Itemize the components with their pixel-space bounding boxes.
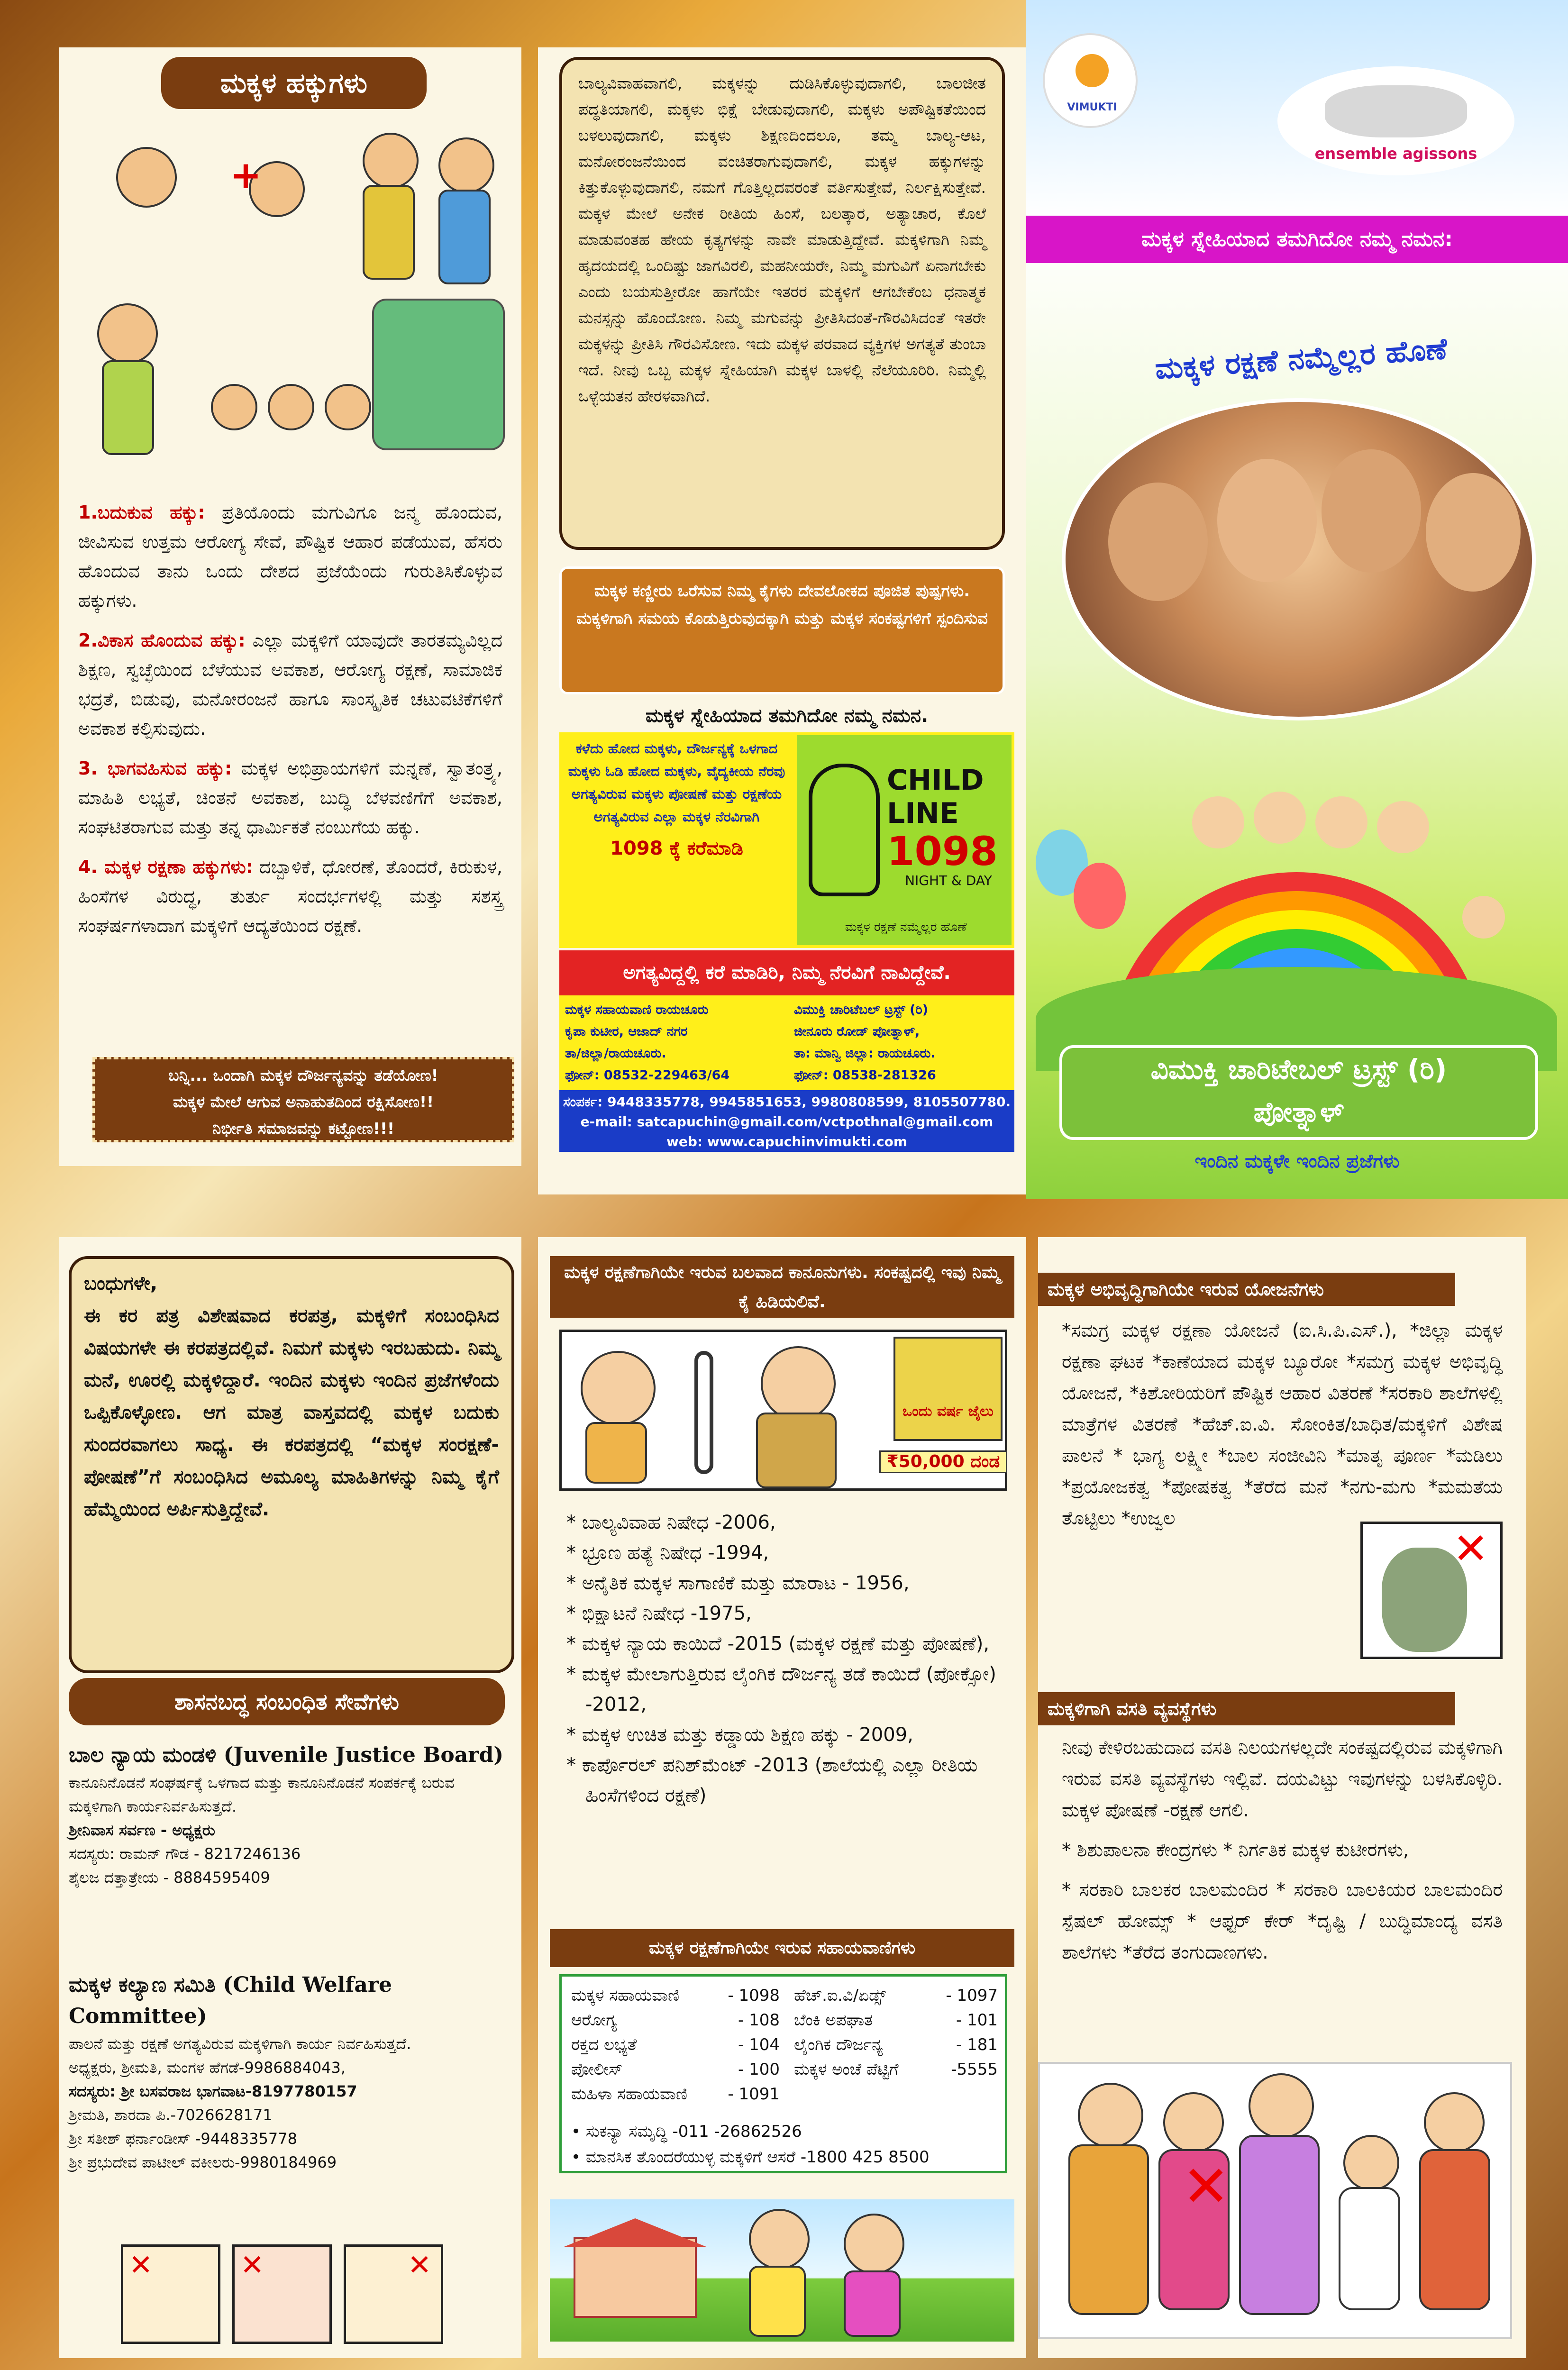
- cover-banner: ಮಕ್ಕಳ ಸ್ನೇಹಿಯಾದ ತಮಗಿದೋ ನಮ್ಮ ನಮನ:: [1026, 216, 1568, 263]
- fine-label: ₹50,000 ದಂಡ: [879, 1450, 1007, 1473]
- schemes-heading: ಮಕ್ಕಳ ಅಭಿವೃದ್ಧಿಗಾಗಿಯೇ ಇರುವ ಯೋಜನೆಗಳು: [1038, 1273, 1455, 1306]
- housing-text: ನೀವು ಕೇಳಿರಬಹುದಾದ ವಸತಿ ನಿಲಯಗಳಲ್ಲದೇ ಸಂಕಷ್ಟದಲ್ಲಿರುವ ಮಕ್ಕಳಿಗಾಗಿ ಇರುವ ವಸತಿ ವ್ಯವಸ್ಥೆಗಳು ಇಲ್ಲಿವೆ. ದಯವಿಟ್ಟು ಇವುಗಳನ್ನು ಬಳಸಿಕೊಳ್ಳಿರಿ. ಮಕ್ಕಳ ಪೋಷಣೆ -ರಕ್ಷಣೆ ಆಗಲಿ.: [1062, 1737, 1503, 1821]
- rainbow-illustration: [1036, 787, 1557, 1071]
- childline-yellow-box: [559, 732, 794, 948]
- ensemble-logo-text: ensemble agissons: [1314, 145, 1477, 163]
- slogan-line-3: ನಿರ್ಭೀತಿ ಸಮಾಜವನ್ನು ಕಟ್ಟೋಣ!!!: [212, 1119, 395, 1138]
- rights-panel: [59, 47, 521, 1166]
- child-labour-icon: ✕: [121, 2244, 220, 2344]
- housing-item-1: * ಶಿಶುಪಾಲನಾ ಕೇಂದ್ರಗಳು * ನಿರ್ಗತಿಕ ಮಕ್ಕಳ ಕುಟೀರಗಳು,: [1062, 1840, 1409, 1861]
- right-2: 2.ವಿಕಾಸ ಹೊಂದುವ ಹಕ್ಕು: ಎಲ್ಲಾ ಮಕ್ಕಳಿಗೆ ಯಾವುದೇ ತಾರತಮ್ಯವಿಲ್ಲದ ಶಿಕ್ಷಣ, ಸ್ವಚ್ಛೆಯಿಂದ ಬೆಳೆಯುವ ಅವಕಾಶ, ಆರೋಗ್ಯ ರಕ್ಷಣೆ, ಸಾಮಾಜಿಕ ಭದ್ರತೆ, ಬಿಡುವು, ಮನೋರಂಜನೆ ಹಾಗೂ ಸಾಂಸ್ಕೃತಿಕ ಚಟುವಟಿಕೆಗಳಿಗೆ ಅವಕಾಶ ಕಲ್ಪಿಸುವುದು.: [78, 630, 502, 739]
- appeal-text-box: [559, 57, 1005, 550]
- cwc-member-3: ಶ್ರೀ ಸತೀಶ್ ಫರ್ನಾಂಡೀಸ್ -9448335778: [69, 2130, 297, 2148]
- jail-label: ಒಂದು ವರ್ಷ ಜೈಲು: [903, 1403, 994, 1420]
- law-8: * ಕಾರ್ಪೊರಲ್ ಪನಿಶ್‌ಮೆಂಟ್ -2013 (ಶಾಲೆಯಲ್ಲಿ ಎಲ್ಲಾ ರೀತಿಯ ಹಿಂಸೆಗಳಿಂದ ರಕ್ಷಣೆ): [562, 1750, 1003, 1811]
- cwc-section: [69, 1969, 505, 2174]
- jjb-section: [69, 1740, 505, 1889]
- law-4: * ಭಿಕ್ಷಾಟನೆ ನಿಷೇಧ -1975,: [562, 1598, 1003, 1629]
- address-box: [559, 995, 1014, 1090]
- rights-heading: ಮಕ್ಕಳ ಹಕ್ಕುಗಳು: [161, 57, 427, 109]
- address-left: ಮಕ್ಕಳ ಸಹಾಯವಾಣಿ ರಾಯಚೂರು ಕೃಪಾ ಕುಟೀರ, ಆಜಾದ್ ನಗರ ತಾ/ಜಿಲ್ಲಾ/ರಾಯಚೂರು. ಫೋನ್: 08532-229463/64: [565, 1003, 730, 1083]
- contact-web: web: www.capuchinvimukti.com: [666, 1134, 908, 1149]
- letter-text: ಬಂಧುಗಳೇ, ಈ ಕರ ಪತ್ರ ವಿಶೇಷವಾದ ಕರಪತ್ರ, ಮಕ್ಕಳಿಗೆ ಸಂಬಂಧಿಸಿದ ವಿಷಯಗಳೇ ಈ ಕರಪತ್ರದಲ್ಲಿವೆ. ನಿಮಗೆ ಮಕ್ಕಳು ಇರಬಹುದು. ನಿಮ್ಮ ಮನೆ, ಊರಲ್ಲಿ ಮಕ್ಕಳಿದ್ದಾರೆ. ಇಂದಿನ ಮಕ್ಕಳು ಇಂದಿನ ಪ್ರಜೆಗಳೆಂದು ಒಪ್ಪಿಕೊಳ್ಳೋಣ. ಆಗ ಮಾತ್ರ ವಾಸ್ತವದಲ್ಲಿ ಮಕ್ಕಳ ಬದುಕು ಸುಂದರವಾಗಲು ಸಾಧ್ಯ. ಈ ಕರಪತ್ರದಲ್ಲಿ “ಮಕ್ಕಳ ಸಂರಕ್ಷಣೆ-ಪೋಷಣೆ”ಗೆ ಸಂಬಂಧಿಸಿದ ಅಮೂಲ್ಯ ಮಾಹಿತಿಗಳನ್ನು ನಿಮ್ಮ ಕೈಗೆ ಹೆಮ್ಮೆಯಿಂದ ಅರ್ಪಿಸುತ್ತಿದ್ದೇವೆ.: [84, 1273, 499, 1520]
- childline-logo: [794, 732, 1014, 948]
- contact-phones: ಸಂಪರ್ಕ: 9448335778, 9945851653, 9980808599, 8105507780.: [563, 1094, 1011, 1110]
- helpline-heading: ಮಕ್ಕಳ ರಕ್ಷಣೆಗಾಗಿಯೇ ಇರುವ ಸಹಾಯವಾಣಿಗಳು: [550, 1929, 1014, 1967]
- org-name-line-1: ವಿಮುಕ್ತಿ ಚಾರಿಟೇಬಲ್ ಟ್ರಸ್ಟ್ (ರಿ): [1150, 1053, 1447, 1085]
- rights-illustration: +: [69, 118, 512, 483]
- appeal-text: ಬಾಲ್ಯವಿವಾಹವಾಗಲಿ, ಮಕ್ಕಳನ್ನು ದುಡಿಸಿಕೊಳ್ಳುವುದಾಗಲಿ, ಬಾಲಜೀತ ಪದ್ಧತಿಯಾಗಲಿ, ಮಕ್ಕಳು ಭಿಕ್ಷೆ ಬೇಡುವುದಾಗಲಿ, ಮಕ್ಕಳು ಅಪೌಷ್ಟಿಕತೆಯಿಂದ ಬಳಲುವುದಾಗಲಿ, ಮಕ್ಕಳು ಶಿಕ್ಷಣದಿಂದಲೂ, ತಮ್ಮ ಬಾಲ್ಯ-ಆಟ, ಮನೋರಂಜನೆಯಿಂದ ವಂಚಿತರಾಗುವುದಾಗಲಿ, ಮಕ್ಕಳ ಹಕ್ಕುಗಳನ್ನು ಕಿತ್ತುಕೊಳ್ಳುವುದಾಗಲಿ, ನಮಗೆ ಗೊತ್ತಿಲ್ಲದವರಂತೆ ವರ್ತಿಸುತ್ತೇವೆ, ನಿರ್ಲಕ್ಷಿಸುತ್ತೇವೆ. ಮಕ್ಕಳ ಮೇಲೆ ಅನೇಕ ರೀತಿಯ ಹಿಂಸೆ, ಬಲತ್ಕಾರ, ಅತ್ಯಾಚಾರ, ಕೊಲೆ ಮಾಡುವಂತಹ ಹೇಯ ಕೃತ್ಯಗಳನ್ನು ನಾವೇ ಮಾಡುತ್ತಿದ್ದೇವೆ. ಮಕ್ಕಳಿಗಾಗಿ ನಿಮ್ಮ ಹೃದಯದಲ್ಲಿ ಒಂದಿಷ್ಟು ಜಾಗವಿರಲಿ, ಮಹನೀಯರೇ, ನಿಮ್ಮ ಮಗುವಿಗೆ ಏನಾಗಬೇಕು ಎಂದು ಬಯಸುತ್ತೀರೋ ಹಾಗೆಯೇ ಇತರರ ಮಕ್ಕಳಿಗೆ ಆಗಬೇಕೆಂಬ ಧನಾತ್ಮಕ ಮನಸ್ಸನ್ನು ಹೊಂದೋಣ. ನಿಮ್ಮ ಮಗುವನ್ನು ಪ್ರೀತಿಸಿದಂತೆ-ಗೌರವಿಸಿದಂತೆ ಇತರೇ ಮಕ್ಕಳನ್ನು ಪ್ರೀತಿಸಿ ಗೌರವಿಸೋಣ. ಇದು ಮಕ್ಕಳ ಪರವಾದ ವ್ಯಕ್ತಿಗಳ ಅಗತ್ಯತೆ ತುಂಬಾ ಇದೆ. ನೀವು ಒಬ್ಬ ಮಕ್ಕಳ ಸ್ನೇಹಿಯಾಗಿ ಮಕ್ಕಳ ಬಾಳಲ್ಲಿ ನೆಲೆಯೂರಿರಿ. ನಿಮ್ಮಲ್ಲಿ ಒಳ್ಳೆಯತನ ಹೇರಳವಾಗಿದೆ.: [578, 74, 986, 405]
- laws-panel: [538, 1237, 1026, 2358]
- contact-bar: [559, 1090, 1014, 1152]
- childline-sub: NIGHT & DAY: [905, 873, 992, 888]
- right-1: 1.ಬದುಕುವ ಹಕ್ಕು: ಪ್ರತಿಯೊಂದು ಮಗುವಿಗೂ ಜನ್ಮ ಹೊಂದುವ, ಜೀವಿಸುವ ಉತ್ತಮ ಆರೋಗ್ಯ ಸೇವೆ, ಪೌಷ್ಟಿಕ ಆಹಾರ ಪಡೆಯುವ, ಹೆಸರು ಹೊಂದುವ ತಾನು ಒಂದು ದೇಶದ ಪ್ರಜೆಯೆಂದು ಗುರುತಿಸಿಕೊಳ್ಳುವ ಹಕ್ಕುಗಳು.: [78, 502, 502, 611]
- cwc-member-4: ಶ್ರೀ ಪ್ರಭುದೇವ ಪಾಟೀಲ್ ವಕೀಲರು-9980184969: [69, 2153, 337, 2171]
- org-name-line-2: ಪೋತ್ನಾಳ್: [1253, 1096, 1344, 1128]
- helplines-extra: • ಸುಕನ್ಯಾ ಸಮೃದ್ಧಿ -011 -26862526 • ಮಾನಸಿಕ ತೊಂದರೆಯುಳ್ಳ ಮಕ್ಕಳಿಗೆ ಆಸರೆ -1800 425 8500: [571, 2122, 930, 2167]
- org-name-box: [1059, 1045, 1538, 1140]
- jjb-desc: ಕಾನೂನಿನೊಡನೆ ಸಂಘರ್ಷಕ್ಕೆ ಒಳಗಾದ ಮತ್ತು ಕಾನೂನಿನೊಡನೆ ಸಂಪರ್ಕಕ್ಕೆ ಬರುವ ಮಕ್ಕಳಿಗಾಗಿ ಕಾರ್ಯನಿರ್ವಹಿಸುತ್ತದೆ.: [69, 1774, 455, 1815]
- tribute-box: ಮಕ್ಕಳ ಕಣ್ಣೀರು ಒರೆಸುವ ನಿಮ್ಮ ಕೈಗಳು ದೇವಲೋಕದ ಪೂಜಿತ ಪುಷ್ಪಗಳು. ಮಕ್ಕಳಿಗಾಗಿ ಸಮಯ ಕೊಡುತ್ತಿರುವುದಕ್ಕಾಗಿ ಮತ್ತು ಮಕ್ಕಳ ಸಂಕಷ್ಟಗಳಿಗೆ ಸ್ಪಂದಿಸುವ: [559, 566, 1005, 694]
- law-6: * ಮಕ್ಕಳ ಮೇಲಾಗುತ್ತಿರುವ ಲೈಂಗಿಕ ದೌರ್ಜನ್ಯ ತಡೆ ಕಾಯಿದೆ (ಪೋಕ್ಸೋ) -2012,: [562, 1659, 1003, 1720]
- child-abuse-icon: ✕: [344, 2244, 443, 2344]
- laws-list: [562, 1507, 1003, 1811]
- cover-panel: [1026, 0, 1568, 1199]
- helplines-left: ಮಕ್ಕಳ ಸಹಾಯವಾಣಿ - 1098 ಆರೋಗ್ಯ - 108 ರಕ್ತದ ಲಭ್ಯತೆ - 104 ಪೋಲೀಸ್ - 100 ಮಹಿಳಾ ಸಹಾಯವಾಣಿ - 1091: [571, 1986, 780, 2104]
- childline-mascot-icon: [809, 764, 880, 896]
- childline-number: 1098: [887, 828, 998, 875]
- rights-list: [78, 498, 502, 940]
- slogan-line-1: ಬನ್ನಿ... ಒಂದಾಗಿ ಮಕ್ಕಳ ದೌರ್ಜನ್ಯವನ್ನು ತಡೆಯೋಣ!: [168, 1066, 438, 1085]
- help-red-bar: ಅಗತ್ಯವಿದ್ದಲ್ಲಿ ಕರೆ ಮಾಡಿರಿ, ನಿಮ್ಮ ನೆರವಿಗೆ ನಾವಿದ್ದೇವೆ.: [559, 950, 1014, 995]
- housing-item-2: * ಸರಕಾರಿ ಬಾಲಕರ ಬಾಲಮಂದಿರ * ಸರಕಾರಿ ಬಾಲಕಿಯರ ಬಾಲಮಂದಿರ ಸ್ಪೆಷಲ್ ಹೋಮ್ಸ್ * ಆಫ್ಟರ್ ಕೇರ್ *ದೃಷ್ಟಿ / ಬುದ್ಧಿಮಾಂದ್ಯ ವಸತಿ ಶಾಲೆಗಳು *ತೆರೆದ ತಂಗುದಾಣಗಳು.: [1062, 1879, 1503, 1963]
- services-panel: [59, 1237, 521, 2358]
- law-5: * ಮಕ್ಕಳ ನ್ಯಾಯ ಕಾಯಿದೆ -2015 (ಮಕ್ಕಳ ರಕ್ಷಣೆ ಮತ್ತು ಪೋಷಣೆ),: [562, 1629, 1003, 1659]
- jjb-member-2: ಶೈಲಜ ದತ್ತಾತ್ರೇಯ - 8884595409: [69, 1869, 270, 1887]
- cwc-chair: ಅಧ್ಯಕ್ಷರು, ಶ್ರೀಮತಿ, ಮಂಗಳ ಹೆಗಡೆ-9986884043,: [69, 2059, 346, 2077]
- helplines-right: ಹೆಚ್.ಐ.ವಿ/ಏಡ್ಸ್ - 1097 ಬೆಂಕಿ ಅಪಘಾತ - 101 ಲೈಂಗಿಕ ದೌರ್ಜನ್ಯ - 181 ಮಕ್ಕಳ ಅಂಚೆ ಪೆಟ್ಟಿಗೆ -5555: [794, 1986, 998, 2079]
- cover-tagline: ಇಂದಿನ ಮಕ್ಕಳೇ ಇಂದಿನ ಪ್ರಜೆಗಳು: [1194, 1150, 1400, 1172]
- schemes-panel: [1038, 1237, 1526, 2358]
- child-marriage-illustration: ✕: [1038, 2062, 1512, 2339]
- law-3: * ಅನೈತಿಕ ಮಕ್ಕಳ ಸಾಗಾಣಿಕೆ ಮತ್ತು ಮಾರಾಟ - 1956,: [562, 1568, 1003, 1598]
- greeting-line: ಮಕ್ಕಳ ಸ್ನೇಹಿಯಾದ ತಮಗಿದೋ ನಮ್ಮ ನಮನ.: [645, 705, 929, 727]
- law-7: * ಮಕ್ಕಳ ಉಚಿತ ಮತ್ತು ಕಡ್ಡಾಯ ಶಿಕ್ಷಣ ಹಕ್ಕು - 2009,: [562, 1720, 1003, 1750]
- vimukti-logo-text: VIMUKTI: [1067, 101, 1117, 113]
- children-photo: [1062, 398, 1536, 720]
- services-heading: ಶಾಸನಬದ್ಧ ಸಂಬಂಧಿತ ಸೇವೆಗಳು: [69, 1678, 505, 1725]
- slogan-line-2: ಮಕ್ಕಳ ಮೇಲೆ ಆಗುವ ಅನಾಹುತದಿಂದ ರಕ್ಷಿಸೋಣ!!: [173, 1093, 434, 1111]
- cwc-member-1: ಸದಸ್ಯರು: ಶ್ರೀ ಬಸವರಾಜ ಭಾಗವಾಟ-8197780157: [69, 2082, 357, 2100]
- cwc-title: ಮಕ್ಕಳ ಕಲ್ಯಾಣ ಸಮಿತಿ (Child Welfare Committee): [69, 1973, 392, 2028]
- childline-caption: ಮಕ್ಕಳ ರಕ್ಷಣೆ ನಮ್ಮೆಲ್ಲರ ಹೊಣೆ: [845, 920, 967, 934]
- address-right: ವಿಮುಕ್ತಿ ಚಾರಿಟೆಬಲ್ ಟ್ರಸ್ಟ್ (ರಿ) ಜೀನೂರು ರೋಡ್ ಪೋತ್ನಾಳ್, ತಾ: ಮಾನ್ವಿ ಜಿಲ್ಲಾ: ರಾಯಚೂರು. ಫೋನ್: 08538-281326: [794, 1003, 936, 1083]
- laws-illustration: [559, 1330, 1007, 1491]
- law-2: * ಭ್ರೂಣ ಹತ್ಯೆ ನಿಷೇಧ -1994,: [562, 1538, 1003, 1568]
- call-1098: 1098 ಕ್ಕೆ ಕರೆಮಾಡಿ: [610, 838, 743, 859]
- appeal-panel: [538, 47, 1026, 1194]
- jjb-chair: ಶ್ರೀನಿವಾಸ ಸರ್ವಣ - ಅಧ್ಯಕ್ಷರು: [69, 1821, 215, 1839]
- letter-box: [69, 1256, 514, 1673]
- slogan-box: [92, 1057, 514, 1142]
- childline-title: CHILD LINE: [887, 764, 984, 830]
- child-labour-warning-icon: ✕: [1360, 1522, 1503, 1659]
- jjb-member-1: ಸದಸ್ಯರು: ರಾಮನ್ ಗೌಡ - 8217246136: [69, 1845, 301, 1863]
- jjb-title: ಬಾಲ ನ್ಯಾಯ ಮಂಡಳಿ (Juvenile Justice Board): [69, 1743, 504, 1767]
- child-marriage-icon: ✕: [232, 2244, 332, 2344]
- schemes-text: *ಸಮಗ್ರ ಮಕ್ಕಳ ರಕ್ಷಣಾ ಯೋಜನೆ (ಐ.ಸಿ.ಪಿ.ಎಸ್.), *ಜಿಲ್ಲಾ ಮಕ್ಕಳ ರಕ್ಷಣಾ ಘಟಕ *ಕಾಣೆಯಾದ ಮಕ್ಕಳ ಬ್ಯೂರೋ *ಸಮಗ್ರ ಮಕ್ಕಳ ಅಭಿವೃದ್ಧಿ ಯೋಜನೆ, *ಕಿಶೋರಿಯರಿಗೆ ಪೌಷ್ಟಿಕ ಆಹಾರ ವಿತರಣೆ *ಸರಕಾರಿ ಶಾಲೆಗಳಲ್ಲಿ ಮಾತ್ರೆಗಳ ವಿತರಣೆ *ಹೆಚ್.ಐ.ವಿ. ಸೋಂಕಿತ/ಬಾಧಿತ/ಮಕ್ಕಳಿಗೆ ವಿಶೇಷ ಪಾಲನೆ * ಭಾಗ್ಯ ಲಕ್ಷ್ಮೀ *ಬಾಲ ಸಂಜೀವಿನಿ *ಮಾತೃ ಪೂರ್ಣ *ಮಡಿಲು *ಪ್ರಯೋಜಕತ್ವ *ಪೋಷಕತ್ವ *ತೆರೆದ ಮನೆ *ನಗು-ಮಗು *ಮಮತೆಯ ತೊಟ್ಟಿಲು *ಉಜ್ವಲ: [1062, 1320, 1503, 1529]
- childline-text: ಕಳೆದು ಹೋದ ಮಕ್ಕಳು, ದೌರ್ಜನ್ಯಕ್ಕೆ ಒಳಗಾದ ಮಕ್ಕಳು ಓಡಿ ಹೋದ ಮಕ್ಕಳು, ವೈದ್ಯಕೀಯ ನೆರವು ಅಗತ್ಯವಿರುವ ಮಕ್ಕಳು ಪೋಷಣೆ ಮತ್ತು ರಕ್ಷಣೆಯ ಅಗತ್ಯವಿರುವ ಎಲ್ಲಾ ಮಕ್ಕಳ ನೆರವಿಗಾಗಿ: [568, 740, 785, 825]
- contact-email: e-mail: satcapuchin@gmail.com/vctpothnal@gmail.com: [580, 1114, 994, 1130]
- right-4: 4. ಮಕ್ಕಳ ರಕ್ಷಣಾ ಹಕ್ಕುಗಳು: ದಬ್ಬಾಳಿಕೆ, ಧೋರಣೆ, ತೊಂದರೆ, ಕಿರುಕುಳ, ಹಿಂಸೆಗಳ ವಿರುದ್ಧ, ತುರ್ತು ಸಂದರ್ಭಗಳಲ್ಲಿ ಮತ್ತು ಸಶಸ್ತ್ರ ಸಂಘರ್ಷಗಳಾದಾಗ ಮಕ್ಕಳಿಗೆ ಆದ್ಯತೆಯಿಂದ ರಕ್ಷಣೆ.: [78, 857, 502, 936]
- ensemble-logo: [1277, 66, 1514, 175]
- vimukti-logo: [1043, 33, 1138, 128]
- cover-arc-title: ಮಕ್ಕಳ ರಕ್ಷಣೆ ನಮ್ಮೆಲ್ಲರ ಹೊಣೆ: [1154, 331, 1449, 386]
- kids-school-illustration: [550, 2199, 1014, 2342]
- housing-heading: ಮಕ್ಕಳಿಗಾಗಿ ವಸತಿ ವ್ಯವಸ್ಥೆಗಳು: [1038, 1692, 1455, 1725]
- helpline-table: [559, 1974, 1007, 2173]
- cwc-member-2: ಶ್ರೀಮತಿ, ಶಾರದಾ ಪಿ.-7026628171: [69, 2106, 273, 2124]
- abuse-icons: [121, 2244, 462, 2344]
- laws-heading: ಮಕ್ಕಳ ರಕ್ಷಣೆಗಾಗಿಯೇ ಇರುವ ಬಲವಾದ ಕಾನೂನುಗಳು. ಸಂಕಷ್ಟದಲ್ಲಿ ಇವು ನಿಮ್ಮ ಕೈ ಹಿಡಿಯಲಿವೆ.: [550, 1256, 1014, 1318]
- housing-section: [1062, 1732, 1503, 1969]
- right-3: 3. ಭಾಗವಹಿಸುವ ಹಕ್ಕು: ಮಕ್ಕಳ ಅಭಿಪ್ರಾಯಗಳಿಗೆ ಮನ್ನಣೆ, ಸ್ವಾತಂತ್ರ್ಯ, ಮಾಹಿತಿ ಲಭ್ಯತೆ, ಚಿಂತನೆ ಅವಕಾಶ, ಬುದ್ಧಿ ಬೆಳವಣಿಗೆಗೆ ಅವಕಾಶ, ಸಂಘಟಿತರಾಗುವ ಮತ್ತು ತನ್ನ ಧಾರ್ಮಿಕತೆ ನಂಬುಗೆಯ ಹಕ್ಕು.: [78, 758, 502, 838]
- cwc-desc: ಪಾಲನೆ ಮತ್ತು ರಕ್ಷಣೆ ಅಗತ್ಯವಿರುವ ಮಕ್ಕಳಿಗಾಗಿ ಕಾರ್ಯ ನಿರ್ವಹಿಸುತ್ತದೆ.: [69, 2035, 411, 2053]
- law-1: * ಬಾಲ್ಯವಿವಾಹ ನಿಷೇಧ -2006,: [562, 1507, 1003, 1538]
